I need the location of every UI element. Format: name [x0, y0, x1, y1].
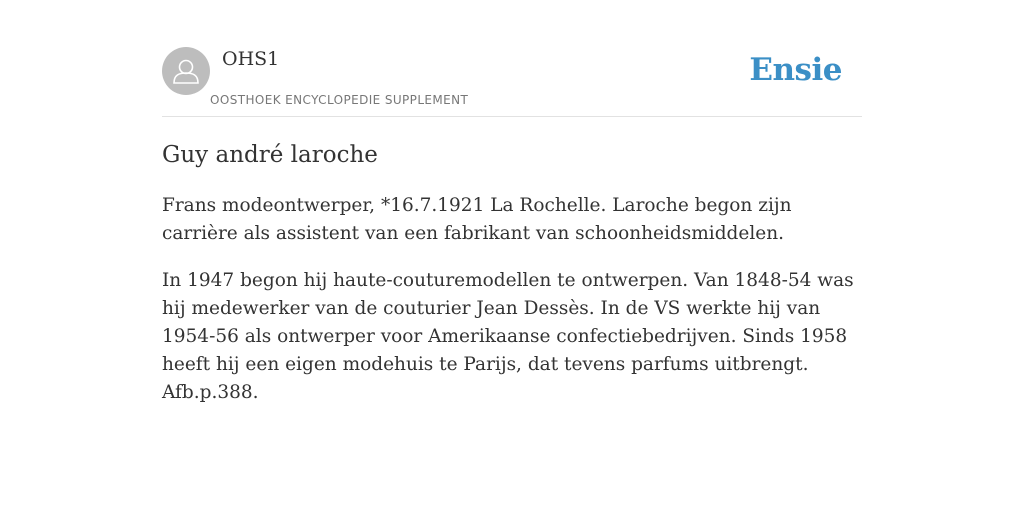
source-name[interactable]: OOSTHOEK ENCYCLOPEDIE SUPPLEMENT — [210, 93, 469, 107]
article-body — [162, 192, 862, 426]
avatar[interactable] — [162, 47, 210, 95]
article-paragraph: In 1947 begon hij haute-couturemodellen te ontwerpen. Van 1848-54 was hij medewerker van de couturier Jean Dessès. In de VS werkte hij van 1954-56 als ontwerper voor Amerikaanse confectiebedrijven. Sinds 1958 heeft hij een eigen modehuis te Parijs, dat tevens parfums uitbrengt. Afb.p.388. — [162, 270, 854, 403]
ensie-logo[interactable]: Ensie — [749, 52, 842, 88]
article-paragraph: Frans modeontwerper, *16.7.1921 La Rochelle. Laroche begon zijn carrière als assistent van een fabrikant van schoonheidsmiddelen. — [162, 195, 792, 244]
article-title: Guy andré laroche — [162, 142, 378, 168]
source-header — [162, 46, 862, 117]
user-icon — [162, 47, 210, 95]
source-code[interactable]: OHS1 — [222, 48, 280, 70]
